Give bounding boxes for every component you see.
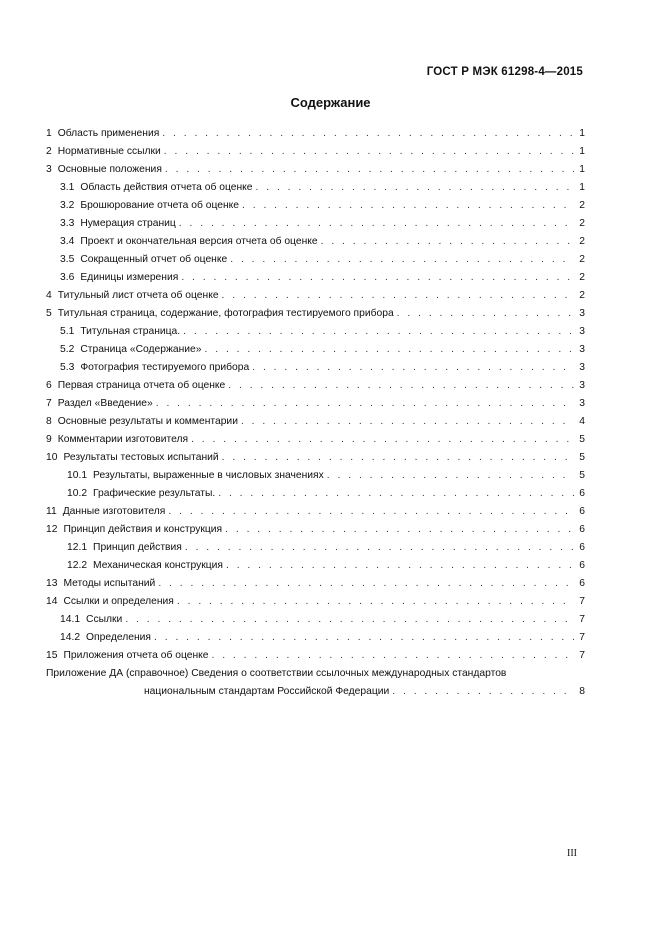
toc-entry-number: 13	[46, 578, 58, 589]
toc-entry-title: Механическая конструкция	[93, 560, 223, 571]
toc-entry-number: 15	[46, 650, 58, 661]
toc-entry-number: 10	[46, 452, 58, 463]
toc-entry-page: 5	[579, 434, 585, 445]
toc-entry-page: 1	[579, 128, 585, 139]
toc-entry-title: Область применения	[57, 128, 160, 139]
toc-entry[interactable]	[46, 179, 585, 197]
toc-entry[interactable]	[46, 197, 585, 215]
toc-entry[interactable]	[46, 449, 585, 467]
toc-entry-page: 5	[579, 470, 585, 481]
toc-entry-number: 11	[46, 506, 57, 517]
toc-entry-title: Фотография тестируемого прибора	[80, 362, 250, 373]
toc-entry[interactable]	[46, 593, 585, 611]
toc-entry[interactable]	[46, 305, 585, 323]
toc-entry-title: Приложения отчета об оценке	[63, 650, 209, 661]
toc-entry[interactable]	[46, 395, 585, 413]
toc-entry[interactable]	[46, 431, 585, 449]
toc-dot-leader	[183, 323, 574, 341]
toc-entry-title: Комментарии изготовителя	[57, 434, 189, 445]
toc-entry-title: Область действия отчета об оценке	[80, 182, 253, 193]
toc-entry-number: 3	[46, 164, 52, 175]
toc-appendix-page: 8	[579, 686, 585, 697]
toc-entry-title: Определения	[86, 632, 152, 643]
toc-entry-page: 2	[579, 200, 585, 211]
toc-dot-leader	[222, 287, 574, 305]
toc-dot-leader	[252, 359, 574, 377]
toc-appendix-line1[interactable]: Приложение ДА (справочное) Сведения о соответствии ссылочных международных стандартов	[46, 668, 507, 679]
toc-entry-page: 1	[579, 146, 585, 157]
toc-entry-number: 4	[46, 290, 52, 301]
toc-dot-leader	[230, 251, 574, 269]
toc-entry[interactable]	[46, 521, 585, 539]
toc-dot-leader	[156, 395, 574, 413]
toc-entry[interactable]	[46, 647, 585, 665]
page-title: Содержание	[290, 95, 371, 110]
toc-entry-number: 1	[46, 128, 52, 139]
toc-entry-title: Принцип действия и конструкция	[63, 524, 223, 535]
toc-entry[interactable]	[46, 143, 585, 161]
toc-dot-leader	[191, 431, 574, 449]
toc-entry-title: Нумерация страниц	[80, 218, 176, 229]
toc-dot-leader	[327, 467, 574, 485]
toc-entry-page: 1	[579, 164, 585, 175]
toc-entry-number: 5	[46, 308, 52, 319]
toc-entry[interactable]	[46, 377, 585, 395]
toc-entry-page: 6	[579, 524, 585, 535]
toc-entry-page: 3	[579, 326, 585, 337]
toc-dot-leader	[125, 611, 574, 629]
toc-dot-leader	[165, 161, 574, 179]
toc-entry[interactable]	[46, 341, 585, 359]
toc-entry-number: 14.1	[60, 614, 81, 625]
toc-entry[interactable]	[46, 215, 585, 233]
toc-entry[interactable]	[46, 251, 585, 269]
toc-entry[interactable]	[46, 413, 585, 431]
toc-entry-page: 5	[579, 452, 585, 463]
toc-entry-number: 14	[46, 596, 58, 607]
toc-appendix-title: национальным стандартам Российской Федерации	[144, 686, 390, 697]
toc-entry-title: Результаты, выраженные в числовых значениях	[93, 470, 324, 481]
toc-entry-title: Титульный лист отчета об оценке	[57, 290, 219, 301]
toc-entry-number: 3.4	[60, 236, 75, 247]
toc-entry-page: 6	[579, 560, 585, 571]
toc-dot-leader	[205, 341, 575, 359]
toc-entry-page: 3	[579, 362, 585, 373]
toc-dot-leader	[154, 629, 574, 647]
toc-dot-leader	[392, 683, 574, 701]
toc-dot-leader	[397, 305, 574, 323]
toc-entry[interactable]	[46, 323, 585, 341]
toc-entry-title: Сокращенный отчет об оценке	[80, 254, 228, 265]
toc-entry-number: 10.1	[67, 470, 88, 481]
toc-dot-leader	[168, 503, 574, 521]
toc-entry-title: Первая страница отчета об оценке	[57, 380, 226, 391]
page-number: III	[567, 848, 577, 859]
toc-dot-leader	[158, 575, 574, 593]
toc-entry-title: Основные результаты и комментарии	[57, 416, 238, 427]
toc-entry-page: 3	[579, 380, 585, 391]
toc-entry-title: Данные изготовителя	[62, 506, 166, 517]
toc-entry-number: 2	[46, 146, 52, 157]
toc-entry-number: 5.2	[60, 344, 75, 355]
toc-entry-title: Принцип действия	[93, 542, 182, 553]
toc-entry-page: 7	[579, 596, 585, 607]
toc-dot-leader	[321, 233, 574, 251]
toc-entry[interactable]	[46, 575, 585, 593]
toc-dot-leader	[218, 485, 574, 503]
toc-entry-page: 6	[579, 542, 585, 553]
toc-entry[interactable]	[46, 125, 585, 143]
toc-entry-number: 10.2	[67, 488, 88, 499]
toc-entry-number: 5.3	[60, 362, 75, 373]
toc-entry-page: 6	[579, 506, 585, 517]
toc-entry[interactable]	[46, 161, 585, 179]
toc-entry-number: 12	[46, 524, 58, 535]
toc-entry-number: 12.1	[67, 542, 88, 553]
toc-dot-leader	[242, 197, 574, 215]
toc-dot-leader	[256, 179, 574, 197]
toc-dot-leader	[228, 377, 574, 395]
toc-entry-number: 6	[46, 380, 52, 391]
toc-dot-leader	[179, 215, 574, 233]
toc-entry-title: Страница «Содержание»	[80, 344, 202, 355]
toc-entry-page: 1	[579, 182, 585, 193]
toc-entry-title: Ссылки и определения	[63, 596, 174, 607]
toc-entry-title: Результаты тестовых испытаний	[63, 452, 219, 463]
toc-entry-title: Ссылки	[86, 614, 123, 625]
toc-entry-number: 3.2	[60, 200, 75, 211]
toc-dot-leader	[211, 647, 574, 665]
toc-entry-number: 7	[46, 398, 52, 409]
toc-entry-number: 5.1	[60, 326, 75, 337]
toc-dot-leader	[164, 143, 574, 161]
toc-entry-page: 2	[579, 236, 585, 247]
toc-entry[interactable]	[46, 467, 585, 485]
toc-entry-title: Титульная страница.	[80, 326, 181, 337]
toc-dot-leader	[185, 539, 574, 557]
toc-entry-title: Основные положения	[57, 164, 162, 175]
toc-entry-page: 7	[579, 632, 585, 643]
toc-entry-number: 3.6	[60, 272, 75, 283]
toc-entry-title: Графические результаты.	[93, 488, 216, 499]
toc-entry-number: 3.1	[60, 182, 75, 193]
toc-entry-number: 8	[46, 416, 52, 427]
toc-entry-title: Единицы измерения	[80, 272, 179, 283]
toc-entry-page: 4	[579, 416, 585, 427]
toc-entry-number: 3.3	[60, 218, 75, 229]
toc-entry-page: 6	[579, 488, 585, 499]
toc-entry[interactable]	[46, 359, 585, 377]
toc-entry-title: Брошюрование отчета об оценке	[80, 200, 239, 211]
toc-entry-number: 3.5	[60, 254, 75, 265]
toc-entry-page: 2	[579, 254, 585, 265]
toc-dot-leader	[226, 557, 574, 575]
toc-entry-title: Раздел «Введение»	[57, 398, 153, 409]
toc-entry-number: 9	[46, 434, 52, 445]
document-code: ГОСТ Р МЭК 61298-4—2015	[426, 66, 583, 78]
toc-entry-title: Проект и окончательная версия отчета об оценке	[80, 236, 318, 247]
toc-entry-number: 14.2	[60, 632, 81, 643]
toc-entry[interactable]	[46, 539, 585, 557]
toc-entry-title: Нормативные ссылки	[57, 146, 161, 157]
toc-entry-page: 2	[579, 290, 585, 301]
toc-entry[interactable]	[46, 233, 585, 251]
toc-entry-number: 12.2	[67, 560, 88, 571]
toc-appendix-line2[interactable]	[46, 683, 585, 701]
toc-entry-page: 7	[579, 650, 585, 661]
toc-dot-leader	[162, 125, 574, 143]
toc-dot-leader	[177, 593, 574, 611]
toc-dot-leader	[225, 521, 574, 539]
toc-entry-title: Титульная страница, содержание, фотография тестируемого прибора	[57, 308, 394, 319]
toc-entry[interactable]	[46, 287, 585, 305]
toc-entry[interactable]	[46, 557, 585, 575]
toc-entry[interactable]	[46, 629, 585, 647]
toc-entry-page: 2	[579, 272, 585, 283]
toc-entry[interactable]	[46, 485, 585, 503]
toc-entry-title: Методы испытаний	[63, 578, 156, 589]
toc-entry[interactable]	[46, 269, 585, 287]
toc-dot-leader	[241, 413, 574, 431]
toc-entry-page: 2	[579, 218, 585, 229]
toc-dot-leader	[222, 449, 574, 467]
toc-entry-page: 3	[579, 344, 585, 355]
toc-entry-page: 3	[579, 308, 585, 319]
table-of-contents	[46, 125, 585, 701]
toc-dot-leader	[181, 269, 574, 287]
toc-entry[interactable]	[46, 611, 585, 629]
toc-entry-page: 3	[579, 398, 585, 409]
toc-entry-page: 7	[579, 614, 585, 625]
toc-entry[interactable]	[46, 503, 585, 521]
toc-entry-page: 6	[579, 578, 585, 589]
